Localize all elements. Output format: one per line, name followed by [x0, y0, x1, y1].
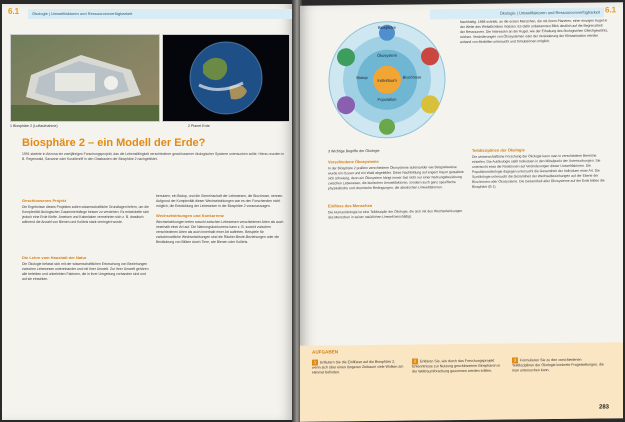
section-heading: Geschlossenes Projekt	[22, 198, 67, 203]
diagram-label: Biosphäre	[377, 24, 397, 30]
tasks-title: AUFGABEN	[312, 349, 339, 355]
page-header: Ökologie | Umweltfaktoren und Ressourcenverfügbarkeit	[430, 8, 604, 20]
chapter-number: 6.1	[8, 7, 20, 16]
section-heading: Wechselwirkungen und Konkurrenz	[156, 213, 224, 218]
page-title: Biosphäre 2 – ein Modell der Erde?	[22, 137, 206, 149]
task-text: Formulieren Sie zu den verschiedenen Teildisziplinen der Ökologie konkrete Fragestellungen, die man untersuchen kann.	[512, 357, 604, 373]
task-number: 3	[513, 357, 517, 363]
section-text: benutzen, ein Biotop, und die Gemeinschaft der Lebewesen, die Biozönose, nennen. Aufgrund der Komplexität dieser Wechselwirkungen war es den Forschenden nicht möglich, die Entwicklung der Lebewesen in der Biosphäre 2 vorauszusagen.	[156, 194, 284, 208]
planet-earth-photo	[162, 34, 290, 122]
right-column-1	[328, 154, 466, 223]
section-text: Wechselwirkungen treten sowohl zwischen Lebewesen verschiedener Arten als auch innerhalb einer Art auf. Die Nahrungskonkurrenz kann z. B. sowohl zwischen verschiedenen Arten als auch innerhalb einer Art auftreten. Beispiele für zwischenartliche Wechselwirkungen sind die Räuber-Beute-Beziehungen oder die Bestäubung von Blüten durch Tiere, wie Bienen oder Kolibris.	[156, 220, 284, 244]
task-item	[412, 358, 504, 375]
section-text: In der Biosphäre 2 prallten verschiedene Ökosysteme aufeinander wie Beispielsweise wurde ein Ozean und ein Wald abgebildet. Diese Nachbildung auf engem Raum gestaltete sich schwierig, denn ein Ökosystem hängt immer fast nicht nur einer Nahrungsbeziehung zwischen Lebewesen, die biotischen Umweltfaktoren, sondern auch ganz spezifische physikalische und chemische Bedingungen, die abiotischen Umweltfaktoren.	[328, 165, 464, 191]
task-text: Erläutern Sie die Einflüsse auf die Biosphäre 2, wenn sich über einen längeren Zeitraum viele Wolken am Himmel befinden.	[312, 359, 404, 375]
diagram-label: Biotop	[356, 74, 368, 81]
section-heading: Verschiedene Ökosysteme	[328, 158, 379, 165]
left-column-1	[22, 194, 150, 285]
section-text: Die Ökologie befasst sich mit der wissenschaftlichen Erforschung von Beziehungen zwischen Lebewesen untereinander und mit ihrer Umwelt. Zur ihrer Umwelt gehören alle belebten und unbelebten Faktoren, die in ihrer Umgebung vorhanden sind und auf sie einwirken.	[22, 262, 149, 281]
photo2-caption: 2 Planet Erde	[188, 124, 210, 128]
left-column-2	[156, 194, 288, 248]
task-number: 2	[413, 358, 417, 364]
tasks-box	[300, 342, 623, 421]
diagram-label: Population	[377, 96, 397, 102]
ecology-concepts-diagram	[322, 16, 452, 143]
section-text: Die wissenschaftliche Forschung der Ökologie kann man in verschiedene Bereiche einteilen. Die Autökologie stellt Individuen in den Mittelpunkt der Untersuchungen. Sie untersucht etwa die Reaktionen auf Veränderungen dieser Umweltfaktoren. Die Populationsökologie dagegen untersucht die Gesamtheit der Individuen einer Art. Die Synökologie untersucht die Gesamtheit der Wechselbeziehungen auf der Ebene der Biozönosen oder Ökosysteme. Die Gesamtheit aller Ökosysteme auf der Erde bilden die Biosphäre (B 1).	[472, 153, 605, 189]
task-number: 1	[313, 359, 317, 365]
section-heading: Die Lehre vom Haushalt der Natur	[22, 255, 87, 260]
task-text: Erklären Sie, wie durch das Forschungsprojekt Erkenntnisse zur Nutzung geschlossener Biosphären in der Weltraumforschung gewonnen werden sollten.	[412, 358, 501, 374]
task-item	[512, 357, 604, 374]
chapter-number: 6.1	[605, 5, 617, 15]
biosphere-aerial-photo	[10, 34, 160, 122]
diagram-label: Ökosystem	[376, 52, 398, 58]
page-header: Ökologie | Umweltfaktoren und Ressourcenverfügbarkeit	[28, 9, 292, 19]
diagram-caption: 3 Wichtige Begriffe der Ökologie	[328, 148, 380, 154]
task-item	[312, 359, 404, 376]
side-text: Nachhaltig. 1968 schrieb, an die ersten Menschen, die mit ihrem Planeten, einer einzigen Kugel in der Weite des Weltalls leben müssen. Es dafür unbekannten Blick deutlich auf die Begrenztheit der Ressourcen. Die Interessen an der Kugel, wie der Erhaltung des ökologischen Gleichgewichts, reichen. Veränderungen von Ökosystemen oder der Veränderung der Klimasituation werden anhand von Modellen untersucht und Simulationen möglich.	[460, 18, 608, 45]
diagram-label: Biozönose	[402, 74, 422, 80]
left-page	[2, 4, 294, 420]
right-page	[300, 2, 623, 421]
section-heading: Teildisziplinen der Ökologie	[472, 147, 525, 153]
section-text: Die Humanökologie ist eine Teildisziplin der Ökologie, die sich mit den Wechselwirkungen des Menschen in seiner natürlichen Umwelt beschäftigt.	[328, 208, 463, 220]
right-column-2	[472, 142, 610, 192]
section-text: Die Ergebnisse dieses Projektes sollen wissenschaftliche Grundlagen liefern, um die Komplexität ökologischer Zusammenhänge besser zu verstehen. Es entwickelte sich jedoch eine Erde fünfte. Ameisen und Kakerlaken vermehrten sich z. B. drastisch während die Anzahl von Bienen und Kolibris stark verringert wurde.	[22, 205, 150, 224]
intro-text: 1991 startete in Arizona ein zweijähriges Forschungsprojekt, das die Lebensfähigkeit verschiedener geschlossener ökologischer Systeme untersuchen sollte. Hierzu wurden in B. Regenwald, Savanne oder Korallenriff in den Glasbauten der Biosphäre 2 nachgebildet.	[22, 152, 284, 161]
photo1-caption: 1 Biosphäre 2 (Luftaufnahme)	[10, 124, 58, 128]
section-heading: Einfluss des Menschen	[328, 202, 373, 209]
page-number: 283	[598, 404, 609, 411]
diagram-label: Individuum	[377, 77, 397, 83]
